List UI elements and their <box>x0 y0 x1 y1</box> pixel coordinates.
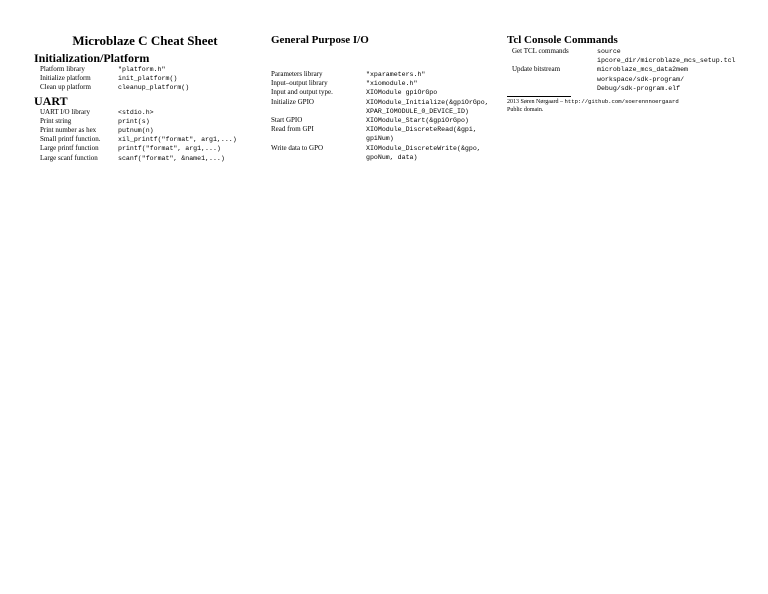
table-row <box>34 154 237 163</box>
row-label: Print number as hex <box>40 126 97 135</box>
table-row <box>34 144 237 153</box>
table-row <box>507 56 736 65</box>
row-code: <stdio.h> <box>118 108 154 116</box>
page-title: Microblaze C Cheat Sheet <box>72 33 218 48</box>
table-row <box>271 125 489 134</box>
row-label <box>271 134 366 143</box>
table-row <box>271 88 489 97</box>
row-label <box>271 153 366 162</box>
row-code: XPAR_IOMODULE_0_DEVICE_ID) <box>366 107 469 115</box>
table-row <box>34 108 237 117</box>
table-row <box>271 116 489 125</box>
row-label: Get TCL commands <box>512 47 569 55</box>
table-row <box>271 98 489 107</box>
table-row <box>507 65 736 74</box>
table-row <box>507 75 736 84</box>
row-label: Clean up platform <box>40 83 91 92</box>
row-code: source <box>597 48 621 55</box>
table-row <box>271 153 489 162</box>
row-code: "xparameters.h" <box>366 71 426 78</box>
table-row <box>34 135 237 144</box>
row-label: Parameters library <box>271 70 323 78</box>
row-code: XIOModule_DiscreteRead(&gpi, <box>366 126 477 134</box>
row-label: Update bitstream <box>512 65 561 74</box>
row-label <box>507 84 597 93</box>
row-code: scanf("format", &name1,...) <box>118 154 225 162</box>
row-label <box>507 75 597 84</box>
row-code: printf("format", arg1,...) <box>118 145 221 153</box>
row-label: Large printf function <box>40 144 99 153</box>
row-label: Read from GPI <box>271 125 314 134</box>
row-label: Start GPIO <box>271 116 303 125</box>
section-heading-uart: UART <box>34 93 68 108</box>
column-initialization-uart <box>34 33 256 163</box>
section-heading-initialization: Initialization/Platform <box>34 51 150 65</box>
section-heading-tcl: Tcl Console Commands <box>507 34 618 46</box>
row-code: ipcore_dir/microblaze_mcs_setup.tcl <box>597 57 736 65</box>
table-row <box>271 107 489 116</box>
row-code: gpiNum) <box>366 135 394 143</box>
row-label: Large scanf function <box>40 153 98 162</box>
row-code: init_platform() <box>118 75 178 83</box>
table-row <box>34 74 189 83</box>
tcl-table <box>507 47 736 93</box>
row-label: Print string <box>40 116 72 125</box>
table-row <box>34 83 189 92</box>
footer-link[interactable]: http://github.com/soerennnoergaard <box>564 98 679 106</box>
row-code: XIOModule_Start(&gpiOrGpo) <box>366 117 469 125</box>
footer-credit <box>507 98 747 114</box>
table-row <box>271 144 489 153</box>
row-code: "platform.h" <box>118 66 166 73</box>
row-code: xil_printf("format", arg1,...) <box>118 136 237 144</box>
row-label: Input and output type. <box>271 88 333 97</box>
footer-copyright: 2013 Søren Nørgaard – <box>507 99 564 106</box>
table-row <box>507 84 736 93</box>
row-label: Write data to GPO <box>271 143 324 152</box>
footer-license: Public domain. <box>507 107 544 114</box>
row-code: "xiomodule.h" <box>366 80 418 88</box>
row-code: microblaze_mcs_data2mem <box>597 66 689 74</box>
uart-table <box>34 108 237 163</box>
row-code: cleanup_platform() <box>118 84 190 92</box>
row-code: putnum(n) <box>118 127 154 135</box>
row-code: Debug/sdk-program.elf <box>597 84 681 92</box>
table-row <box>34 126 237 135</box>
table-row <box>34 117 237 126</box>
row-label: Platform library <box>40 65 85 73</box>
row-code: workspace/sdk-program/ <box>597 75 685 83</box>
section-heading-gpio: General Purpose I/O <box>271 34 369 46</box>
table-row <box>34 65 189 74</box>
table-row <box>271 70 489 79</box>
row-label <box>271 107 366 116</box>
row-code: gpoNum, data) <box>366 153 418 161</box>
row-label: Initialize platform <box>40 74 91 83</box>
table-row <box>271 134 489 143</box>
initialization-table <box>34 65 189 93</box>
table-row <box>507 47 736 56</box>
row-code: XIOModule_DiscreteWrite(&gpo, <box>366 144 481 152</box>
row-code: XIOModule_Initialize(&gpiOrGpo, <box>366 98 489 106</box>
row-code: XIOModule gpiOrGpo <box>366 89 438 97</box>
row-label: Small printf function. <box>40 135 101 144</box>
row-label: Initialize GPIO <box>271 97 314 106</box>
column-tcl <box>507 33 747 114</box>
table-row <box>271 79 489 88</box>
row-label <box>507 56 597 65</box>
row-label: Input–output library <box>271 79 328 88</box>
footer-divider <box>507 96 571 97</box>
row-code: print(s) <box>118 117 150 125</box>
row-label: UART I/O library <box>40 107 90 116</box>
gpio-table <box>271 70 489 162</box>
column-gpio <box>271 33 499 162</box>
